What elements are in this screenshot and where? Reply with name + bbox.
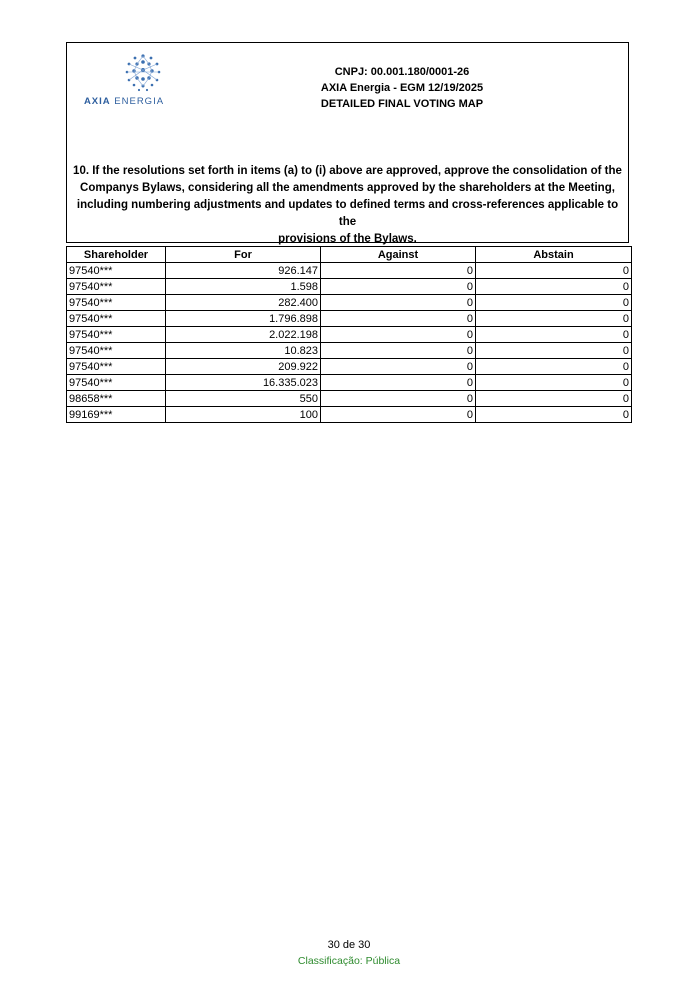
abstain-cell: 0 bbox=[476, 295, 632, 311]
resolution-text bbox=[71, 163, 624, 248]
abstain-cell: 0 bbox=[476, 391, 632, 407]
for-cell: 282.400 bbox=[166, 295, 321, 311]
classification-label: Classificação: Pública bbox=[297, 955, 401, 967]
shareholder-cell: 97540*** bbox=[67, 279, 166, 295]
for-cell: 16.335.023 bbox=[166, 375, 321, 391]
for-cell: 1.796.898 bbox=[166, 311, 321, 327]
meeting-line: AXIA Energia - EGM 12/19/2025 bbox=[320, 82, 484, 94]
col-against: Against bbox=[321, 247, 476, 263]
resolution-line: including numbering adjustments and updates to defined terms and cross-references applicable to the bbox=[76, 199, 619, 228]
col-shareholder: Shareholder bbox=[67, 247, 166, 263]
shareholder-cell: 97540*** bbox=[67, 295, 166, 311]
header-box bbox=[66, 42, 629, 243]
shareholder-cell: 97540*** bbox=[67, 343, 166, 359]
for-cell: 10.823 bbox=[166, 343, 321, 359]
abstain-cell: 0 bbox=[476, 343, 632, 359]
table-row bbox=[67, 327, 632, 343]
page-number: 30 de 30 bbox=[327, 939, 371, 951]
against-cell: 0 bbox=[321, 375, 476, 391]
document-header bbox=[267, 64, 537, 112]
shareholder-cell: 97540*** bbox=[67, 359, 166, 375]
abstain-cell: 0 bbox=[476, 407, 632, 423]
abstain-cell: 0 bbox=[476, 263, 632, 279]
abstain-cell: 0 bbox=[476, 375, 632, 391]
table-row bbox=[67, 391, 632, 407]
logo-wordmark: AXIA ENERGIA bbox=[83, 96, 165, 107]
abstain-cell: 0 bbox=[476, 359, 632, 375]
shareholder-cell: 97540*** bbox=[67, 311, 166, 327]
against-cell: 0 bbox=[321, 263, 476, 279]
table-row bbox=[67, 407, 632, 423]
logo-globe-icon bbox=[123, 53, 163, 93]
against-cell: 0 bbox=[321, 407, 476, 423]
for-cell: 1.598 bbox=[166, 279, 321, 295]
shareholder-cell: 97540*** bbox=[67, 375, 166, 391]
table-row bbox=[67, 343, 632, 359]
abstain-cell: 0 bbox=[476, 279, 632, 295]
against-cell: 0 bbox=[321, 279, 476, 295]
shareholder-cell: 97540*** bbox=[67, 327, 166, 343]
against-cell: 0 bbox=[321, 311, 476, 327]
against-cell: 0 bbox=[321, 359, 476, 375]
abstain-cell: 0 bbox=[476, 311, 632, 327]
for-cell: 2.022.198 bbox=[166, 327, 321, 343]
table-row bbox=[67, 263, 632, 279]
table-row bbox=[67, 375, 632, 391]
company-logo bbox=[79, 53, 169, 113]
against-cell: 0 bbox=[321, 343, 476, 359]
shareholder-cell: 98658*** bbox=[67, 391, 166, 407]
for-cell: 550 bbox=[166, 391, 321, 407]
table-row bbox=[67, 311, 632, 327]
document-title: DETAILED FINAL VOTING MAP bbox=[320, 98, 484, 110]
for-cell: 926.147 bbox=[166, 263, 321, 279]
against-cell: 0 bbox=[321, 391, 476, 407]
shareholder-cell: 97540*** bbox=[67, 263, 166, 279]
table-header-row bbox=[67, 247, 632, 263]
resolution-line: provisions of the Bylaws. bbox=[278, 233, 417, 245]
against-cell: 0 bbox=[321, 295, 476, 311]
voting-table bbox=[66, 246, 632, 423]
for-cell: 100 bbox=[166, 407, 321, 423]
abstain-cell: 0 bbox=[476, 327, 632, 343]
table-row bbox=[67, 295, 632, 311]
cnpj-line: CNPJ: 00.001.180/0001-26 bbox=[334, 66, 470, 78]
table-row bbox=[67, 279, 632, 295]
resolution-line: 10. If the resolutions set forth in items (a) to (i) above are approved, approve the consolidation of the bbox=[73, 165, 622, 177]
col-for: For bbox=[166, 247, 321, 263]
against-cell: 0 bbox=[321, 327, 476, 343]
table-row bbox=[67, 359, 632, 375]
col-abstain: Abstain bbox=[476, 247, 632, 263]
resolution-line: Companys Bylaws, considering all the amendments approved by the shareholders at the Meeting, bbox=[80, 182, 615, 194]
shareholder-cell: 99169*** bbox=[67, 407, 166, 423]
for-cell: 209.922 bbox=[166, 359, 321, 375]
